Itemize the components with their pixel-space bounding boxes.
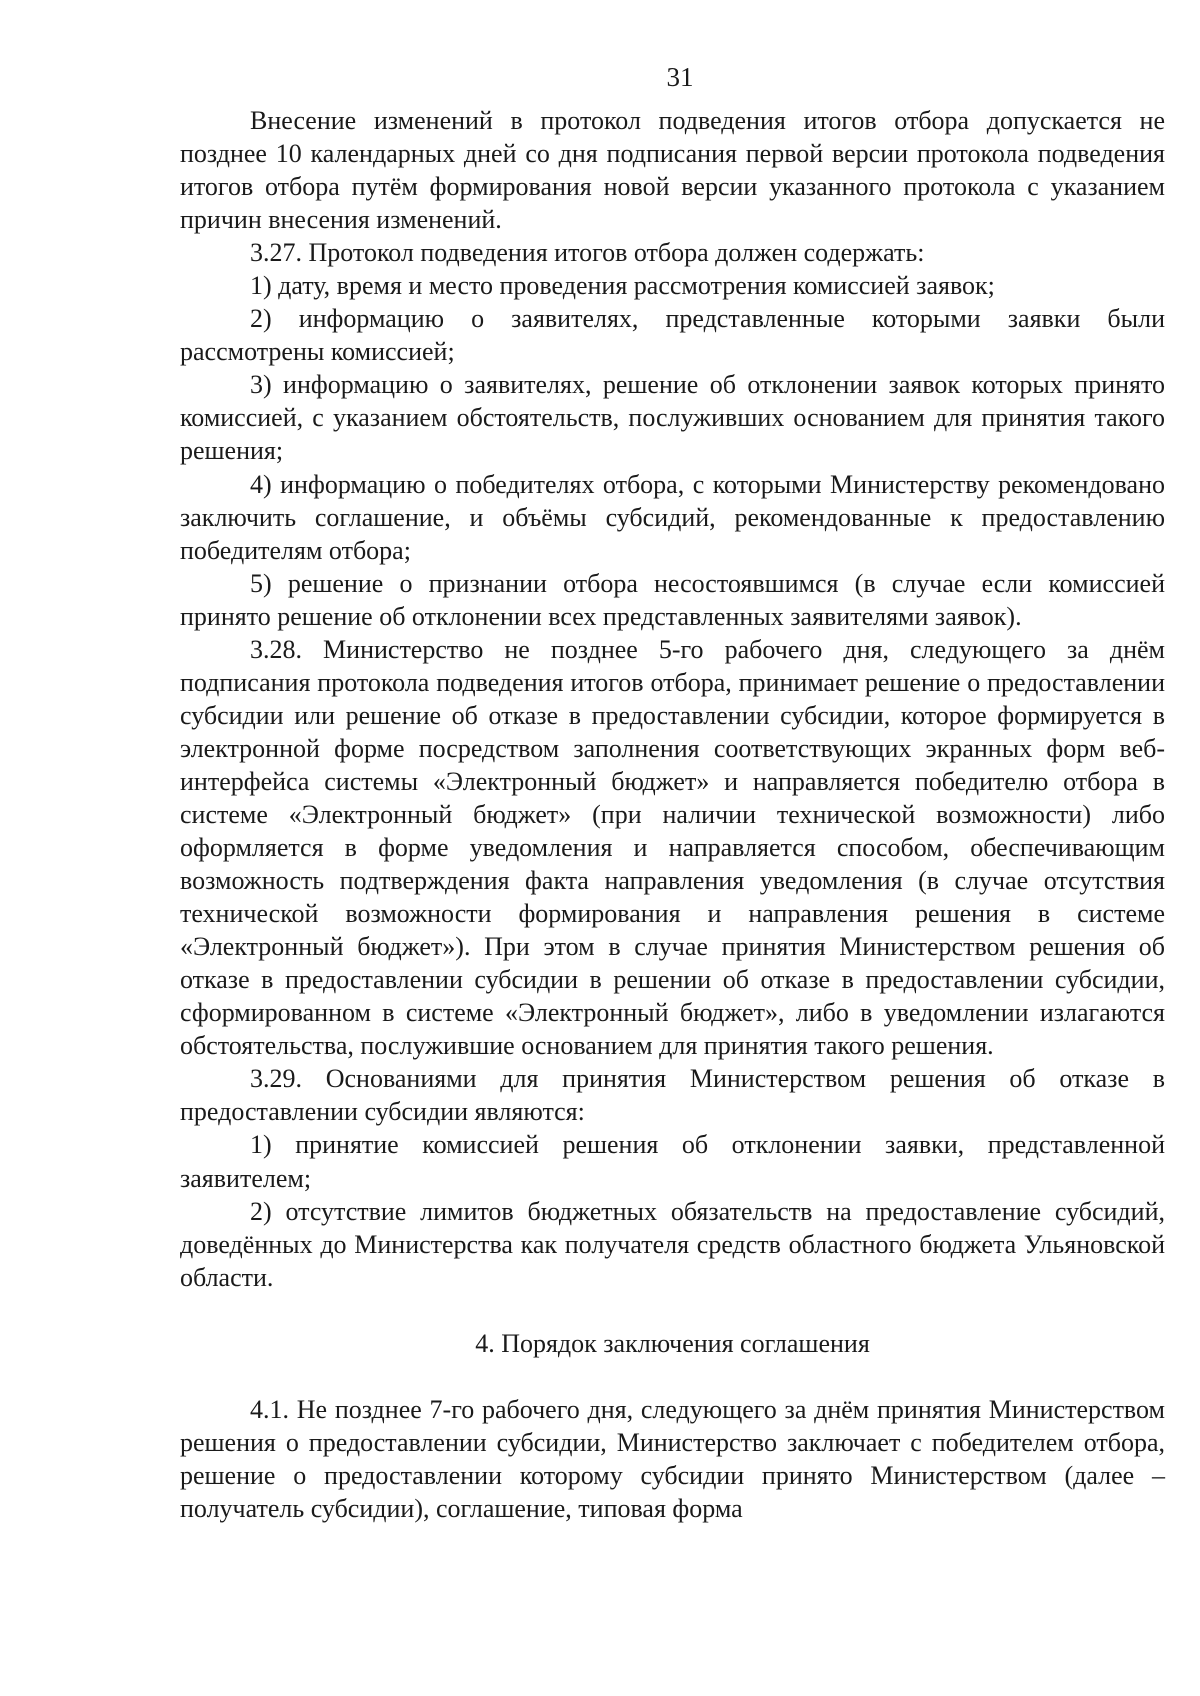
list-item-3-27-1: 1) дату, время и место проведения рассмотрения комиссией заявок; [250, 271, 995, 301]
section-heading: 4. Порядок заключения соглашения [475, 1328, 870, 1358]
document-body [180, 104, 1165, 1525]
list-item-3-27-5: 5) решение о признании отбора несостоявшимся (в случае если комиссией принято решение об отклонении всех представленных заявителями заявок). [180, 568, 1165, 631]
list-item-3-27-4: 4) информацию о победителях отбора, с которыми Министерству рекомендовано заключить соглашение, и объёмы субсидий, рекомендованные к предоставлению победителям отбора; [180, 469, 1165, 565]
page-number: 31 [666, 62, 694, 92]
paragraph-3-29: 3.29. Основаниями для принятия Министерством решения об отказе в предоставлении субсидии являются: [180, 1064, 1165, 1127]
paragraph-4-1: 4.1. Не позднее 7-го рабочего дня, следующего за днём принятия Министерством решения о предоставлении субсидии, Министерство заключает с победителем отбора, решение о предоставлении которому субсидии принято Министерством (далее – получатель субсидии), соглашение, типовая форма [180, 1394, 1165, 1523]
list-item-3-29-2: 2) отсутствие лимитов бюджетных обязательств на предоставление субсидий, доведённых до Министерства как получателя средств областного бюджета Ульяновской области. [180, 1196, 1165, 1292]
paragraph-3-27: 3.27. Протокол подведения итогов отбора должен содержать: [250, 238, 925, 268]
paragraph-amendment-terms: Внесение изменений в протокол подведения итогов отбора допускается не позднее 10 календарных дней со дня подписания первой версии протокола подведения итогов отбора путём формирования новой версии указанного протокола с указанием причин внесения изменений. [180, 106, 1165, 235]
paragraph-3-28: 3.28. Министерство не позднее 5-го рабочего дня, следующего за днём подписания протокола подведения итогов отбора, принимает решение о предоставлении субсидии или решение об отказе в предоставлении субсидии, которое формируется в электронной форме посредством заполнения соответствующих экранных форм веб-интерфейса системы «Электронный бюджет» и направляется победителю отбора в системе «Электронный бюджет» (при наличии технической возможности) либо оформляется в форме уведомления и направляется способом, обеспечивающим возможность подтверждения факта направления уведомления (в случае отсутствия технической возможности формирования и направления решения в системе «Электронный бюджет»). При этом в случае принятия Министерством решения об отказе в предоставлении субсидии в решении об отказе в предоставлении субсидии, сформированном в системе «Электронный бюджет», либо в уведомлении излагаются обстоятельства, послужившие основанием для принятия такого решения. [180, 634, 1165, 1061]
list-item-3-27-2: 2) информацию о заявителях, представленные которыми заявки были рассмотрены комиссией; [180, 304, 1165, 367]
list-item-3-27-3: 3) информацию о заявителях, решение об отклонении заявок которых принято комиссией, с указанием обстоятельств, послуживших основанием для принятия такого решения; [180, 370, 1165, 466]
list-item-3-29-1: 1) принятие комиссией решения об отклонении заявки, представленной заявителем; [180, 1130, 1165, 1193]
